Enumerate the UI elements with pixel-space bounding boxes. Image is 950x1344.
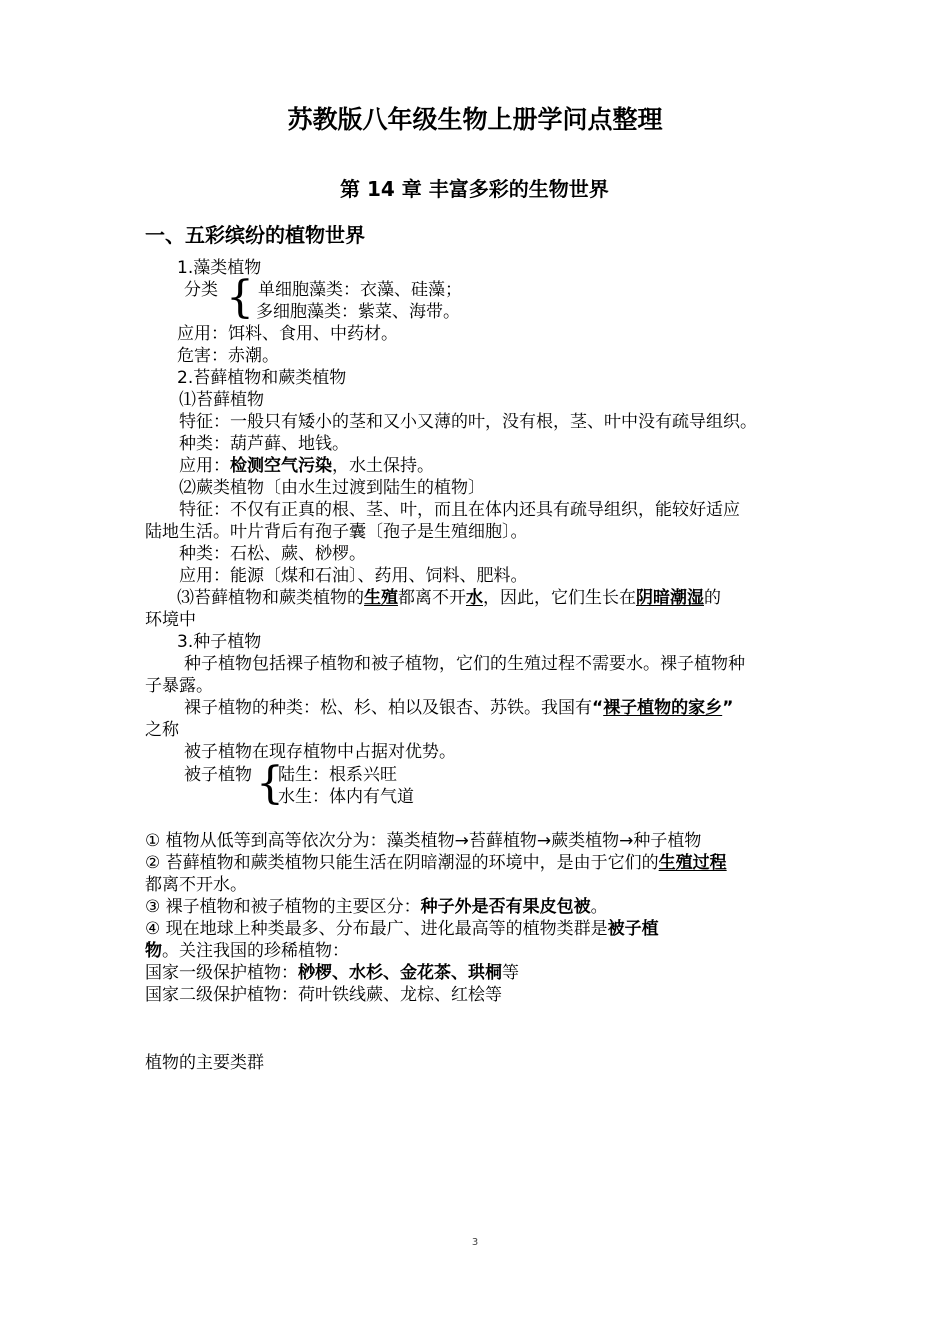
angio-label: 被子植物 [184, 765, 252, 785]
moss-fern-note-line2: 环境中 [145, 610, 196, 630]
moss-fern-note: ⑶苔藓植物和蕨类植物的生殖都离不开水，因此，它们生长在阴暗潮湿的 [177, 588, 721, 608]
chapter-heading: 第 14 章 丰富多彩的生物世界 [340, 177, 609, 201]
point-2: ② 苔藓植物和蕨类植物只能生活在阴暗潮湿的环境中，是由于它们的生殖过程 [145, 853, 727, 873]
fern-use: 应用：能源〔煤和石油〕、药用、饲料、肥料。 [179, 566, 528, 586]
brace-icon: { [256, 758, 284, 809]
algae-class-multi: 多细胞藻类：紫菜、海带。 [256, 302, 460, 322]
algae-use: 应用：饵料、食用、中药材。 [177, 324, 398, 344]
moss-fern-heading: 2.苔藓植物和蕨类植物 [177, 368, 347, 388]
seed-para2-line2: 之称 [145, 720, 179, 740]
fern-heading: ⑵蕨类植物〔由水生过渡到陆生的植物〕 [179, 478, 485, 498]
seed-para3: 被子植物在现存植物中占据对优势。 [184, 742, 456, 762]
angio-water: 水生：体内有气道 [278, 787, 414, 807]
fern-feature-line1: 特征：不仅有正真的根、茎、叶，而且在体内还具有疏导组织，能较好适应 [179, 500, 740, 520]
moss-feature: 特征：一般只有矮小的茎和又小又薄的叶，没有根，茎、叶中没有疏导组织。 [179, 412, 757, 432]
point-4: ④ 现在地球上种类最多、分布最广、进化最高等的植物类群是被子植 [145, 919, 659, 939]
point-1: ① 植物从低等到高等依次分为：藻类植物→苔藓植物→蕨类植物→种子植物 [145, 831, 702, 851]
section-heading: 一、五彩缤纷的植物世界 [145, 223, 365, 247]
moss-heading: ⑴苔藓植物 [179, 390, 264, 410]
seed-para1-line2: 子暴露。 [145, 676, 213, 696]
algae-harm: 危害：赤潮。 [177, 346, 279, 366]
angio-land: 陆生：根系兴旺 [278, 765, 397, 785]
footer-heading: 植物的主要类群 [145, 1053, 264, 1073]
brace-icon: { [226, 272, 254, 323]
moss-use: 应用：检测空气污染，水土保持。 [179, 456, 434, 476]
point-2-line2: 都离不开水。 [145, 875, 247, 895]
seed-heading: 3.种子植物 [177, 632, 262, 652]
fern-kinds: 种类：石松、蕨、桫椤。 [179, 544, 366, 564]
algae-heading: 1.藻类植物 [177, 258, 262, 278]
point-3: ③ 裸子植物和被子植物的主要区分：种子外是否有果皮包被。 [145, 897, 608, 917]
moss-kinds: 种类：葫芦藓、地钱。 [179, 434, 349, 454]
protected-level-1: 国家一级保护植物：桫椤、水杉、金花茶、珙桐等 [145, 963, 519, 983]
seed-para1-line1: 种子植物包括裸子植物和被子植物，它们的生殖过程不需要水。裸子植物种 [184, 654, 745, 674]
protected-level-2: 国家二级保护植物：荷叶铁线蕨、龙棕、红桧等 [145, 985, 502, 1005]
seed-para2-line1: 裸子植物的种类：松、杉、柏以及银杏、苏铁。我国有“裸子植物的家乡” [184, 698, 734, 718]
page-title: 苏教版八年级生物上册学问点整理 [287, 105, 663, 134]
algae-class-label: 分类 [184, 280, 218, 300]
fern-feature-line2: 陆地生活。叶片背后有孢子囊〔孢子是生殖细胞〕。 [145, 522, 528, 542]
algae-class-single: 单细胞藻类：衣藻、硅藻； [258, 280, 462, 300]
page-number: 3 [471, 1237, 479, 1248]
point-4-line2: 物。关注我国的珍稀植物： [145, 941, 349, 961]
